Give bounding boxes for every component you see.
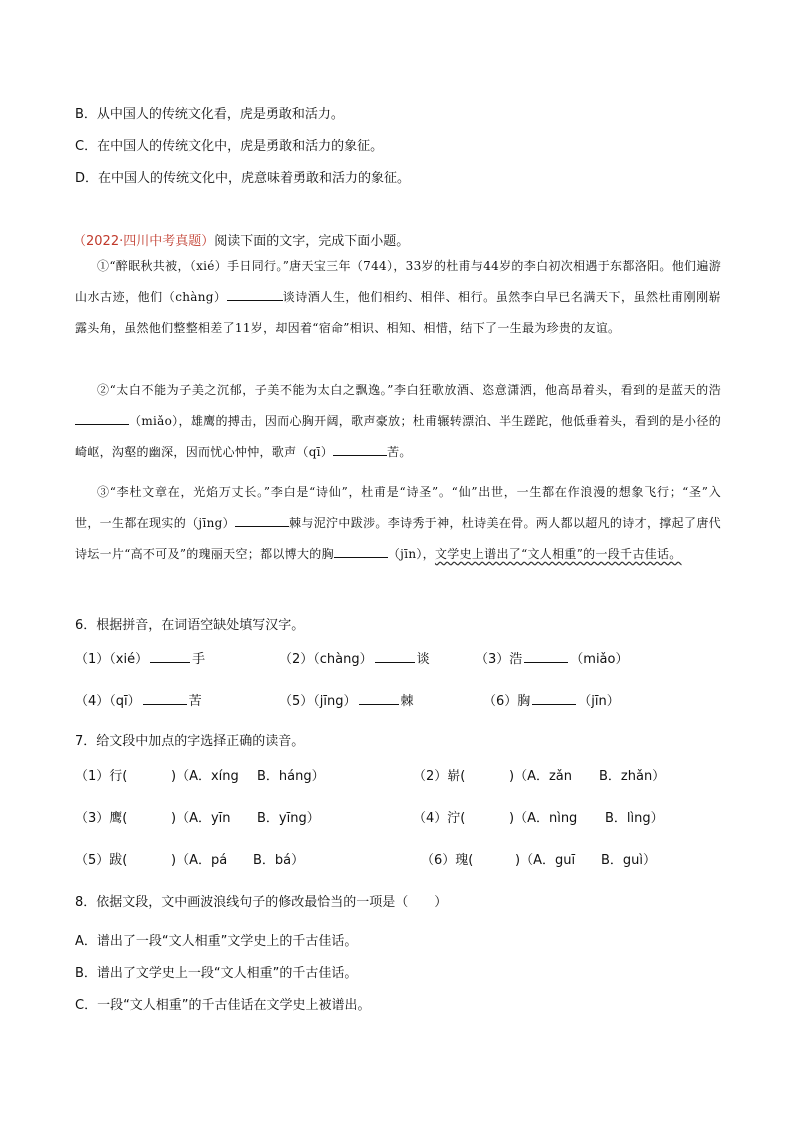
q7-option-b: B．guì）	[601, 853, 657, 868]
passage-text: ③“李杜文章在，光焰万丈长。”李白是“诗仙”，杜甫是“诗圣”。“仙”出世，一生都在作浪漫的想象飞行；“圣”入世，一生都在现实的（jīng）	[75, 485, 721, 530]
q7-item-label: （4）泞(	[413, 811, 466, 826]
q7-option-b: B．yīng）	[257, 811, 320, 826]
q7-option-b: B．zhǎn）	[599, 769, 666, 784]
passage-text: 谈诗酒人生，他们相约、相伴、相行。虽然李白早已名满天下，虽然杜甫刚刚崭露头角，虽然他们整整相差了11岁，却因着“宿命”相识、相知、相惜，结下了一生最为珍贵的友谊。	[75, 290, 721, 335]
q7-item-label: （1）行(	[75, 769, 128, 784]
q7-item-label: （6）瑰(	[421, 853, 474, 868]
q7-option-a: )（A．nìng	[509, 811, 578, 826]
fill-blank[interactable]	[334, 543, 388, 558]
fill-blank[interactable]	[524, 648, 568, 663]
q6-item: （2）（chàng） 谈	[279, 648, 430, 667]
q7-stem: 7．给文段中加点的字选择正确的读音。	[75, 734, 305, 749]
option-b-prev: B．从中国人的传统文化看，虎是勇敢和活力。	[75, 107, 344, 122]
option-d-prev: D．在中国人的传统文化中，虎意味着勇敢和活力的象征。	[75, 171, 411, 186]
q7-option-a: )（A．guī	[515, 853, 576, 868]
passage-text: 棘与泥泞中跋涉。李诗秀于神，杜诗美在骨。两人都以超凡的诗才，撑起了唐代诗坛一片“高不可及”的瑰丽天空；都以博大的胸	[75, 516, 721, 561]
passage-text: （jīn），	[387, 547, 435, 561]
fill-blank[interactable]	[227, 286, 283, 301]
fill-blank[interactable]	[75, 410, 129, 425]
passage-paragraph-2	[75, 375, 721, 468]
fill-blank[interactable]	[375, 648, 415, 663]
q7-option-a: )（A．pá	[171, 853, 228, 868]
q7-item-label: （2）崭(	[413, 769, 466, 784]
q7-option-b: B．lìng）	[605, 811, 664, 826]
q7-item-label: （3）鹰(	[75, 811, 128, 826]
passage-text: ①“醉眠秋共被，（xié）手日同行。”唐天宝三年（744），33岁的杜甫与44岁的李白初次相遇于东都洛阳。他们遍游山水古迹，他们（chàng）	[75, 259, 721, 304]
q6-item: （6）胸 （jīn）	[483, 690, 620, 709]
wavy-underlined-sentence: 文学史上谱出了“文人相重”的一段千古佳话。	[434, 547, 682, 561]
fill-blank[interactable]	[359, 690, 399, 705]
fill-blank[interactable]	[532, 690, 576, 705]
fill-blank[interactable]	[333, 441, 387, 456]
fill-blank[interactable]	[143, 690, 187, 705]
passage-text: 苦。	[387, 445, 412, 459]
q6-item: （3）浩 （miǎo）	[475, 648, 628, 667]
intro-text: 阅读下面的文字，完成下面小题。	[214, 234, 410, 249]
q7-option-a: )（A．yīn	[171, 811, 231, 826]
q7-option-b: B．háng）	[257, 769, 325, 784]
source-tag: （2022·四川中考真题）	[73, 234, 215, 249]
q7-item-label: （5）跋(	[75, 853, 128, 868]
q8-option-a: A．谱出了一段“文人相重”文学史上的千古佳话。	[75, 934, 358, 949]
q8-option-c: C．一段“文人相重”的千古佳话在文学史上被谱出。	[75, 998, 371, 1013]
q6-item: （4）（qī） 苦	[75, 690, 202, 709]
q6-item: （5）（jīng） 棘	[279, 690, 414, 709]
passage-text: （miǎo），雄鹰的搏击，因而心胸开阔，歌声豪放；杜甫辗转漂泊、半生蹉跎，他低垂着头，看到的是小径的崎岖，沟壑的幽深，因而忧心忡忡，歌声（qī）	[75, 414, 721, 459]
passage-text: ②“太白不能为子美之沉郁，子美不能为太白之飘逸。”李白狂歌放酒、恣意潇洒，他高昂着头，看到的是蓝天的浩	[97, 383, 721, 397]
question-header	[73, 230, 409, 249]
fill-blank[interactable]	[235, 512, 289, 527]
q6-stem: 6．根据拼音，在词语空缺处填写汉字。	[75, 618, 305, 633]
q7-option-a: )（A．zǎn	[509, 769, 572, 784]
q8-option-b: B．谱出了文学史上一段“文人相重”的千古佳话。	[75, 966, 358, 981]
q7-option-a: )（A．xíng	[171, 769, 239, 784]
q8-stem: 8．依据文段，文中画波浪线句子的修改最恰当的一项是（ ）	[75, 895, 448, 910]
q6-item: （1）（xié） 手	[75, 648, 205, 667]
passage-paragraph-3	[75, 477, 721, 570]
q7-option-b: B．bá）	[253, 853, 305, 868]
option-c-prev: C．在中国人的传统文化中，虎是勇敢和活力的象征。	[75, 139, 384, 154]
passage-paragraph-1	[75, 251, 721, 344]
fill-blank[interactable]	[150, 648, 190, 663]
